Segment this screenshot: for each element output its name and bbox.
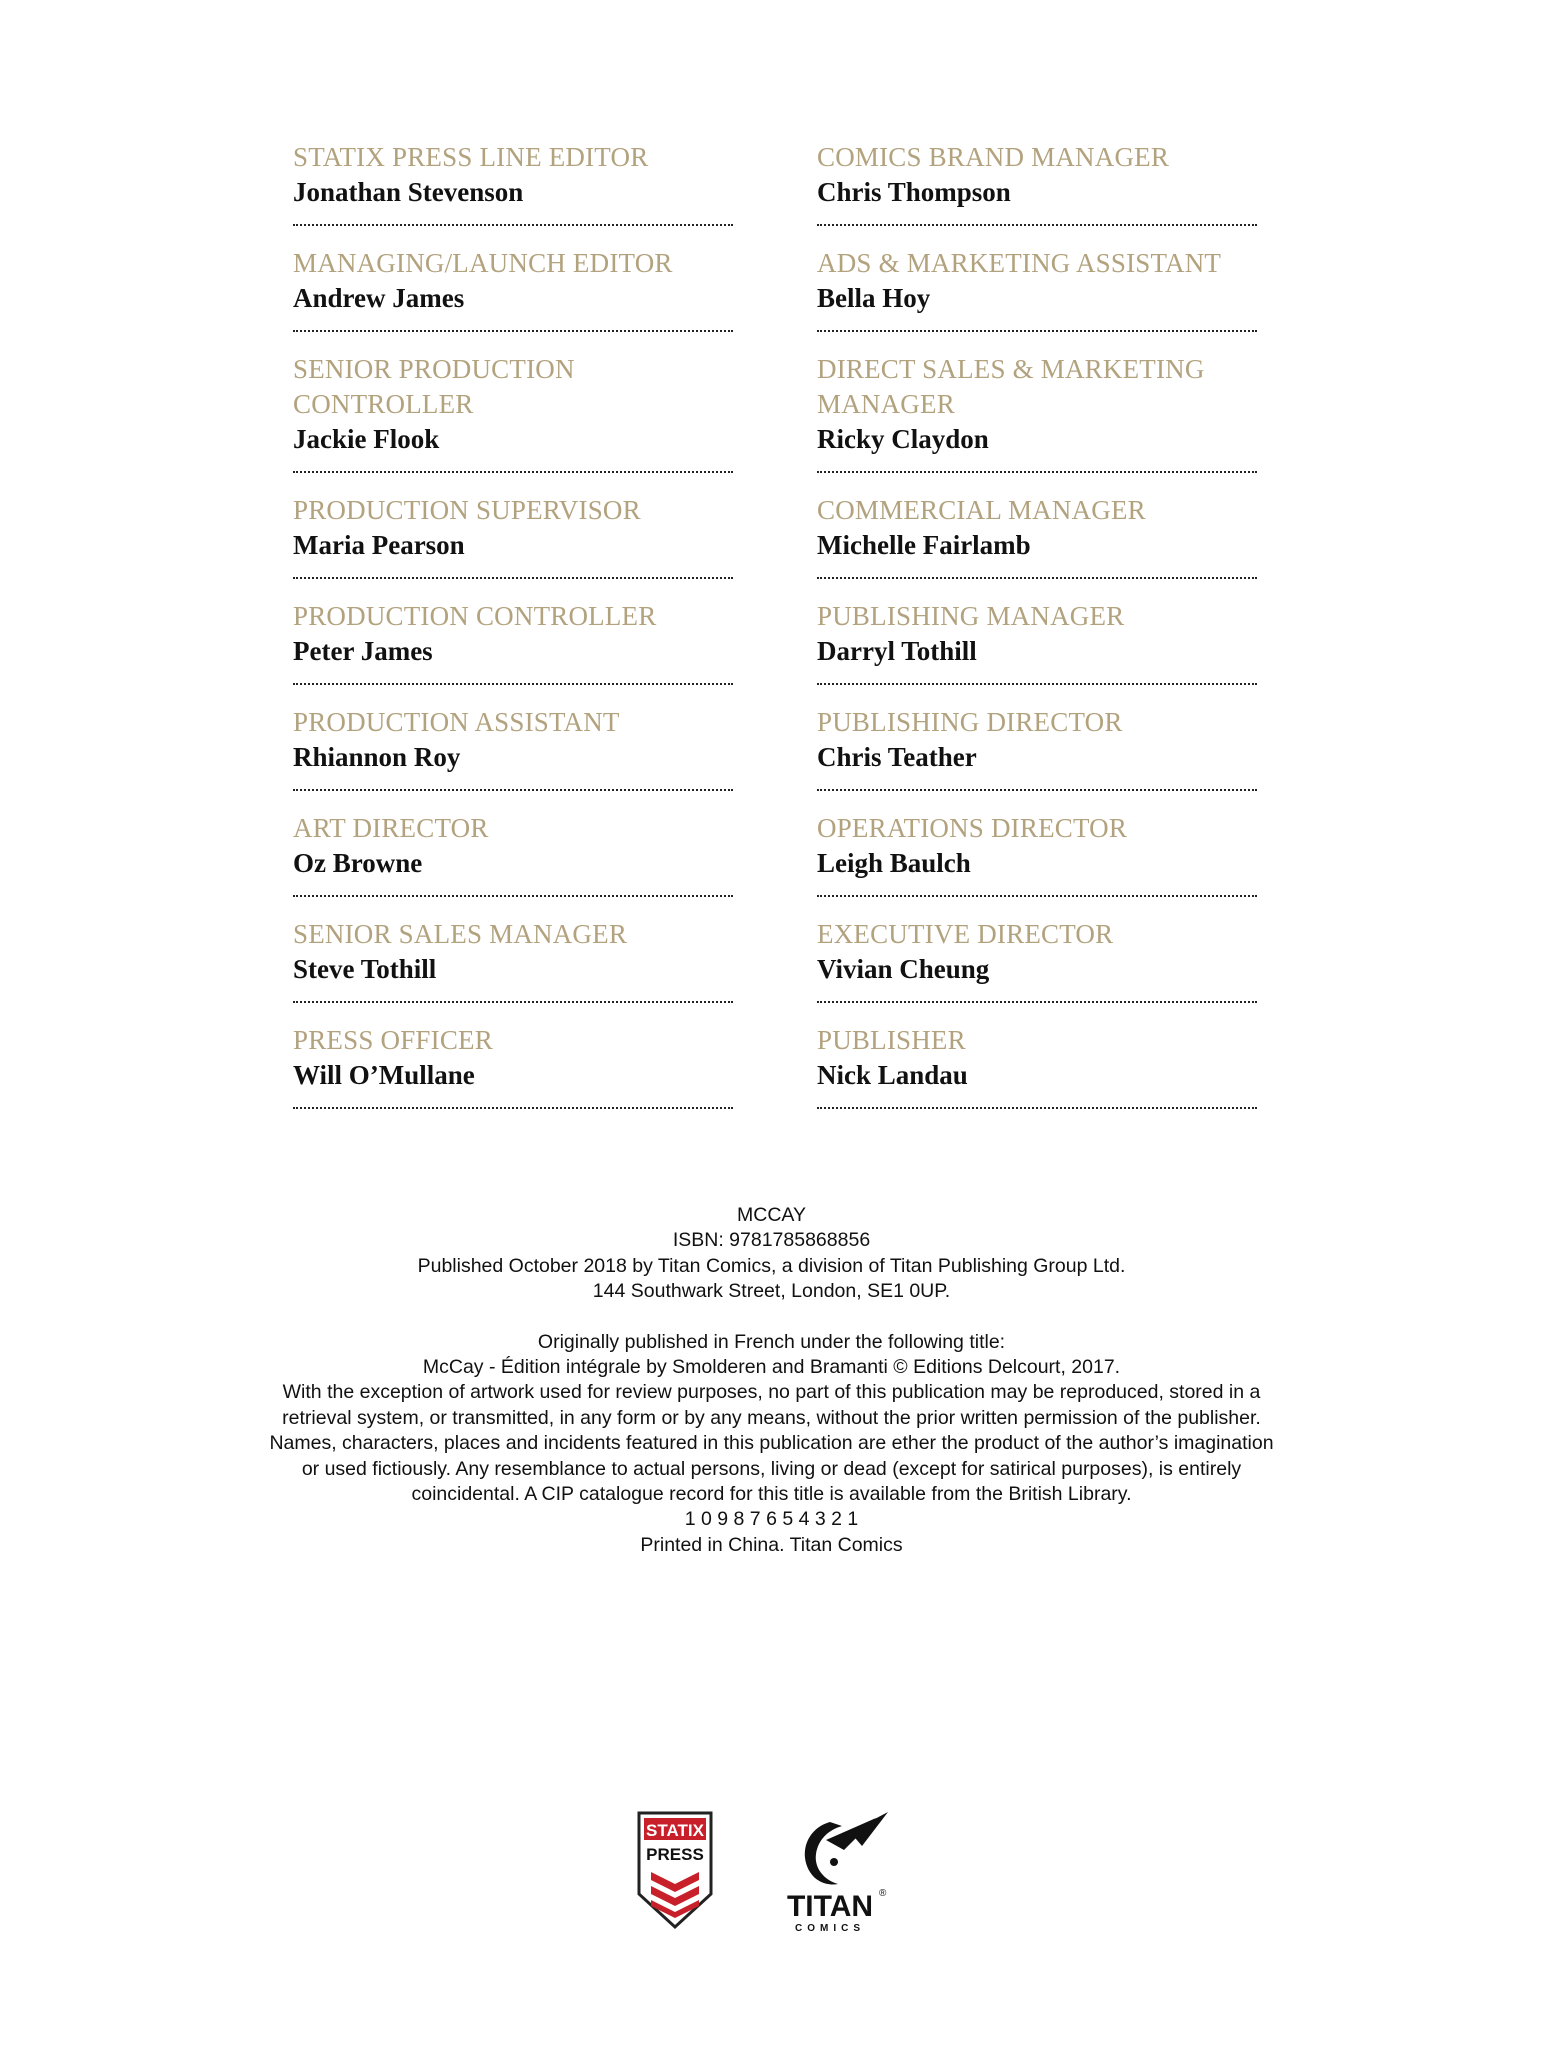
registered-mark: ® (879, 1888, 887, 1899)
credit-role: OPERATIONS DIRECTOR (817, 813, 1128, 843)
credit-name: Leigh Baulch (817, 848, 971, 878)
rights-text: retrieval system, or transmitted, in any form or by any means, without the prior written permission of the publisher. (282, 1406, 1261, 1429)
credits-right-column (817, 140, 1257, 1129)
credits-left-column (293, 140, 733, 1129)
credit-entry (817, 1023, 1257, 1109)
credit-entry (817, 493, 1257, 579)
book-title: MCCAY (737, 1204, 806, 1226)
credit-entry (293, 1023, 733, 1109)
rights-text: With the exception of artwork used for review purposes, no part of this publication may be reproduced, stored in a (282, 1381, 1261, 1404)
credit-role: PRODUCTION CONTROLLER (293, 601, 657, 631)
credit-name: Jackie Flook (293, 424, 440, 454)
publisher-address: 144 Southwark Street, London, SE1 0UP. (592, 1280, 951, 1303)
credit-name: Maria Pearson (293, 530, 465, 560)
credit-entry (293, 352, 733, 473)
printed-line: Printed in China. Titan Comics (640, 1533, 903, 1556)
credit-entry (817, 140, 1257, 226)
credit-role: COMMERCIAL MANAGER (817, 495, 1146, 525)
credit-entry (817, 599, 1257, 685)
credit-role: PUBLISHING MANAGER (817, 601, 1125, 631)
credit-entry (817, 246, 1257, 332)
credit-name: Nick Landau (817, 1060, 968, 1090)
credit-entry (293, 705, 733, 791)
credit-role: SENIOR PRODUCTION CONTROLLER (293, 354, 575, 419)
rights-text: coincidental. A CIP catalogue record for this title is available from the British Library. (411, 1483, 1132, 1506)
statix-logo-text: STATIX (646, 1821, 704, 1840)
credit-role: ADS & MARKETING ASSISTANT (817, 248, 1222, 278)
original-title: McCay - Édition intégrale by Smolderen and Bramanti © Editions Delcourt, 2017. (422, 1356, 1121, 1379)
credit-entry (293, 917, 733, 1003)
credit-name: Vivian Cheung (817, 954, 990, 984)
rights-text: or used fictiously. Any resemblance to actual persons, living or dead (except for satirical purposes), is entirely (301, 1457, 1242, 1480)
credit-role: PRESS OFFICER (293, 1025, 493, 1055)
print-numbers: 1 0 9 8 7 6 5 4 3 2 1 (684, 1508, 859, 1531)
credit-name: Peter James (293, 636, 433, 666)
credit-entry (817, 917, 1257, 1003)
credit-name: Rhiannon Roy (293, 742, 461, 772)
credit-role: SENIOR SALES MANAGER (293, 919, 628, 949)
press-logo-text: PRESS (646, 1845, 704, 1864)
credit-name: Oz Browne (293, 848, 423, 878)
credit-role: MANAGING/LAUNCH EDITOR (293, 248, 673, 278)
isbn: ISBN: 9781785868856 (672, 1229, 871, 1252)
credit-role: EXECUTIVE DIRECTOR (817, 919, 1114, 949)
statix-press-logo (636, 1810, 714, 1930)
credit-entry (817, 352, 1257, 473)
published-line: Published October 2018 by Titan Comics, a division of Titan Publishing Group Ltd. (417, 1254, 1126, 1277)
imprint-block (200, 1203, 1343, 1558)
credit-entry (817, 705, 1257, 791)
credit-name: Andrew James (293, 283, 465, 313)
credit-role: PUBLISHING DIRECTOR (817, 707, 1123, 737)
credit-name: Michelle Fairlamb (817, 530, 1031, 560)
credit-role: COMICS BRAND MANAGER (817, 142, 1170, 172)
credit-role: PRODUCTION ASSISTANT (293, 707, 620, 737)
rights-text: Names, characters, places and incidents featured in this publication are ether the product of the author’s imagination (269, 1432, 1274, 1455)
credit-role: PUBLISHER (817, 1025, 966, 1055)
credit-name: Chris Thompson (817, 177, 1011, 207)
original-publication-line: Originally published in French under the following title: (537, 1330, 1006, 1353)
credit-role: PRODUCTION SUPERVISOR (293, 495, 641, 525)
credit-role: DIRECT SALES & MARKETING MANAGER (817, 354, 1205, 419)
credit-name: Jonathan Stevenson (293, 177, 524, 207)
publisher-logos (0, 1810, 1543, 1960)
credit-entry (293, 140, 733, 226)
credit-name: Ricky Claydon (817, 424, 989, 454)
comics-logo-text: COMICS (795, 1923, 865, 1934)
credit-role: ART DIRECTOR (293, 813, 489, 843)
credit-name: Chris Teather (817, 742, 977, 772)
credit-entry (293, 811, 733, 897)
credit-role: STATIX PRESS LINE EDITOR (293, 142, 649, 172)
credit-name: Bella Hoy (817, 283, 931, 313)
credit-name: Steve Tothill (293, 954, 437, 984)
credit-entry (817, 811, 1257, 897)
titan-logo-text: TITAN (786, 1890, 874, 1923)
titan-comics-logo (780, 1810, 900, 1935)
credit-entry (293, 246, 733, 332)
credit-entry (293, 493, 733, 579)
credit-entry (293, 599, 733, 685)
credit-name: Will O’Mullane (293, 1060, 475, 1090)
credit-name: Darryl Tothill (817, 636, 977, 666)
